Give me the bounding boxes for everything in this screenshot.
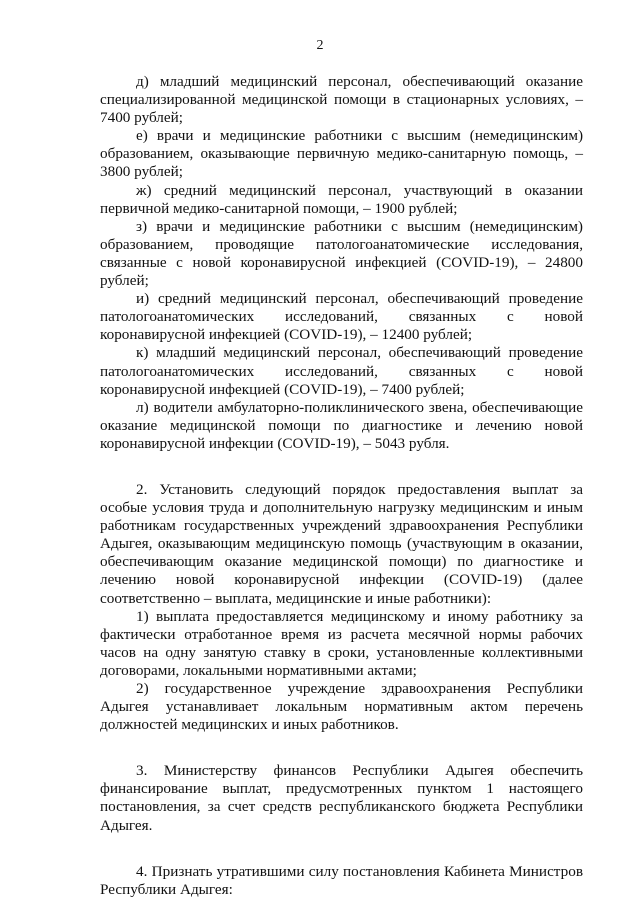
page-number: 2 xyxy=(316,38,324,53)
section-2-item-1: 1) выплата предоставляется медицинскому и иному работнику за фактически отработанное время из расчета месячной нормы рабочих часов на одну занятую ставку в сроки, установленные коллективными договорами, локальными нормативными актами; xyxy=(100,607,583,679)
list-item-e: е) врачи и медицинские работники с высшим (немедицинским) образованием, оказывающие первичную медико-санитарную помощь, – 3800 рублей; xyxy=(100,127,583,181)
section-2-item-2: 2) государственное учреждение здравоохранения Республики Адыгея устанавливает локальным нормативным актом перечень должностей медицинских и иных работников. xyxy=(100,680,583,734)
list-item-zh: ж) средний медицинский персонал, участвующий в оказании первичной медико-санитарной помощи, – 1900 рублей; xyxy=(100,181,583,217)
list-item-z: з) врачи и медицинские работники с высшим (немедицинским) образованием, проводящие патологоанатомические исследования, связанные с новой коронавирусной инфекцией (COVID-19), – 24800 рублей; xyxy=(100,217,583,290)
section-4: 4. Признать утратившими силу постановления Кабинета Министров Республики Адыгея: xyxy=(100,862,583,898)
list-item-i: и) средний медицинский персонал, обеспечивающий проведение патологоанатомических исследований, связанных с новой коронавирусной инфекцией (COVID-19), – 12400 рублей; xyxy=(100,290,583,344)
document-body xyxy=(100,73,583,899)
list-item-l: л) водители амбулаторно-поликлинического звена, обеспечивающие оказание медицинской помощи по диагностике и лечению новой коронавирусной инфекции (COVID-19), – 5043 рубля. xyxy=(100,398,583,452)
list-item-k: к) младший медицинский персонал, обеспечивающий проведение патологоанатомических исследований, связанных с новой коронавирусной инфекцией (COVID-19), – 7400 рублей; xyxy=(100,344,583,398)
section-3: 3. Министерству финансов Республики Адыгея обеспечить финансирование выплат, предусмотренных пунктом 1 настоящего постановления, за счет средств республиканского бюджета Республики Адыгея. xyxy=(100,762,583,834)
list-item-d: д) младший медицинский персонал, обеспечивающий оказание специализированной медицинской помощи в стационарных условиях, – 7400 рублей; xyxy=(100,73,583,127)
section-2-intro: 2. Установить следующий порядок предоставления выплат за особые условия труда и дополнительную нагрузку медицинским и иным работникам государственных учреждений здравоохранения Республики Адыгея, оказывающим медицинскую помощь (участвующим в оказании, обеспечивающим оказание медицинской помощи) по диагностике и лечению новой коронавирусной инфекции (COVID-19) (далее соответственно – выплата, медицинские и иные работники): xyxy=(100,480,583,607)
